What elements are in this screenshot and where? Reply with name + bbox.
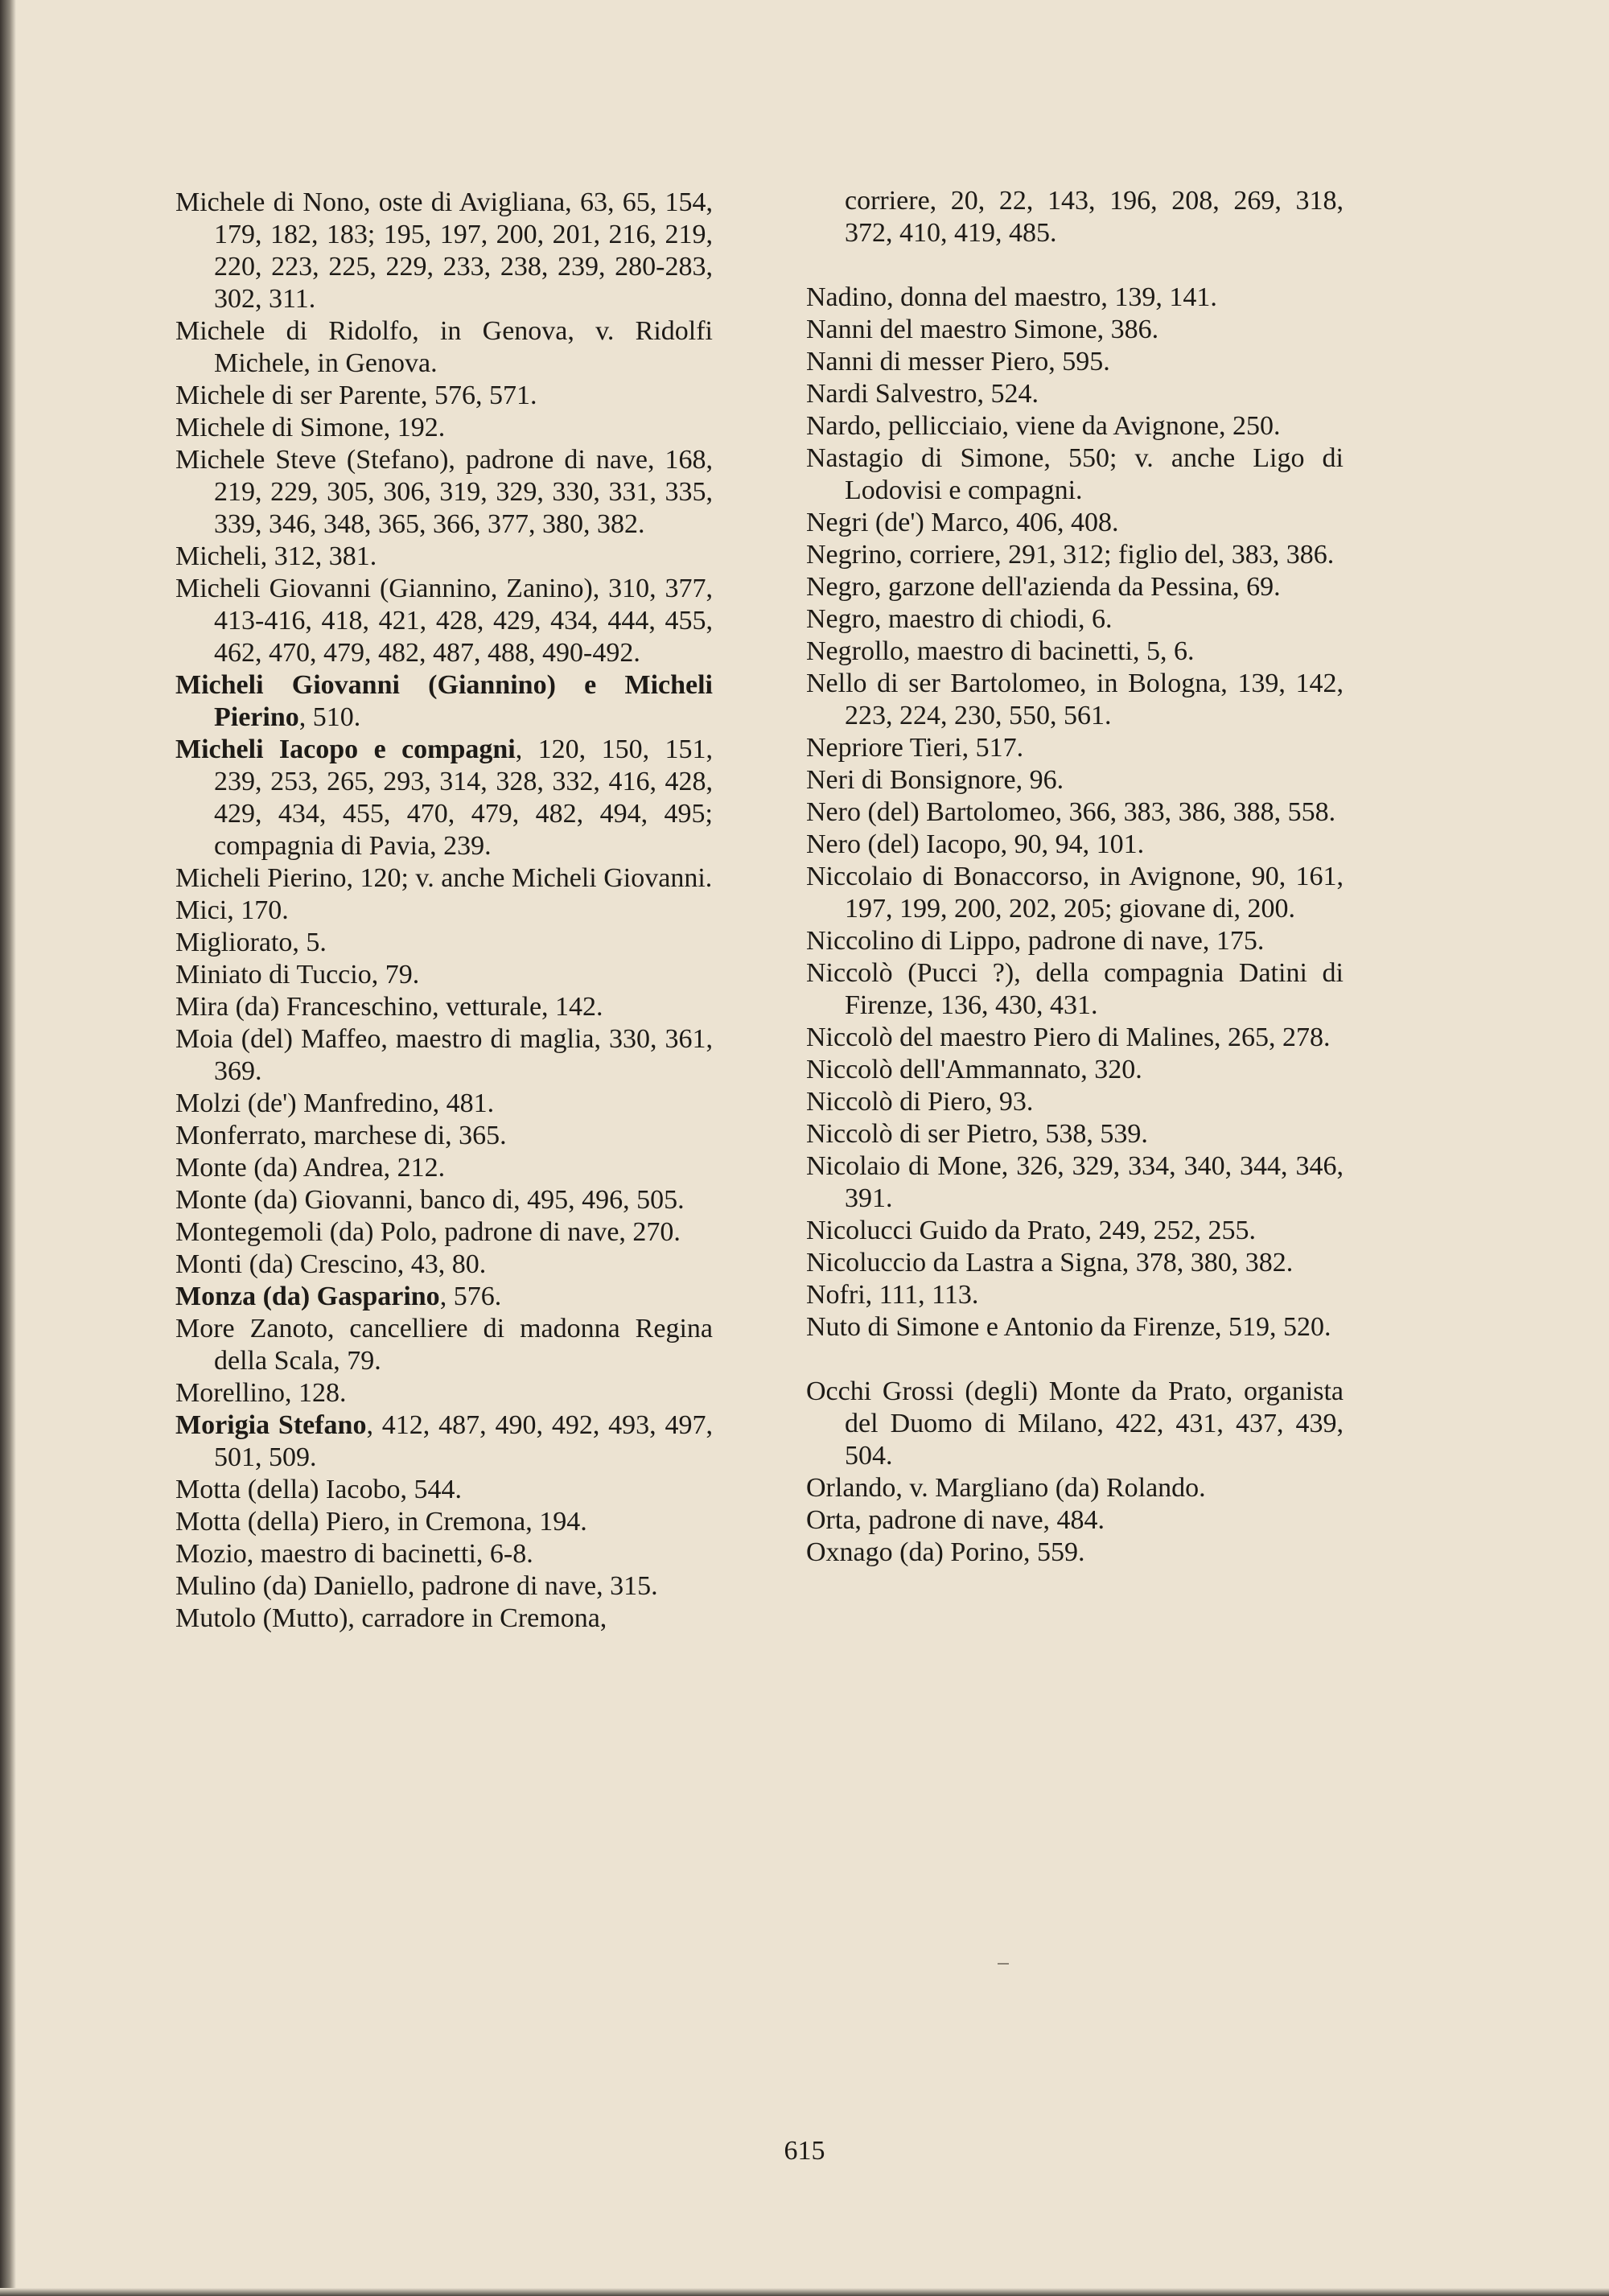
index-entry-text: Niccolò (Pucci ?), della compagnia Datini di Firenze, 136, 430, 431.: [806, 958, 1344, 1020]
index-entry: [806, 829, 1344, 861]
index-entry: [806, 1086, 1344, 1118]
index-entry-text: Nicoluccio da Lastra a Signa, 378, 380, 382.: [806, 1248, 1294, 1278]
index-entry: [175, 1216, 713, 1249]
index-entry: [175, 862, 713, 895]
index-entry: [175, 541, 713, 573]
index-entry: [806, 861, 1344, 925]
index-entry-text: Mozio, maestro di bacinetti, 6-8.: [175, 1539, 533, 1569]
index-entry-text: Nicolucci Guido da Prato, 249, 252, 255.: [806, 1216, 1257, 1245]
index-entry-text: Morellino, 128.: [175, 1378, 347, 1408]
index-entry: [806, 1376, 1344, 1472]
index-entry: [806, 1472, 1344, 1504]
index-entry-text: Niccolò dell'Ammannato, 320.: [806, 1055, 1142, 1084]
index-entry: [806, 732, 1344, 764]
index-entry-text: , 576.: [439, 1282, 502, 1311]
index-entry: [175, 380, 713, 412]
index-entry-text: Nastagio di Simone, 550; v. anche Ligo di Lodovisi e compagni.: [806, 443, 1344, 505]
index-entry-bold: Micheli Giovanni (Giannino) e Micheli Pierino: [175, 670, 713, 732]
index-entry-text: More Zanoto, cancelliere di madonna Regina della Scala, 79.: [175, 1314, 713, 1376]
index-entry-text: Molzi (de') Manfredino, 481.: [175, 1088, 495, 1118]
index-entry-text: , 510.: [298, 702, 361, 732]
index-entry-text: Michele di ser Parente, 576, 571.: [175, 381, 537, 410]
index-entry-text: , 412, 487, 490, 492, 493, 497, 501, 509.: [214, 1410, 713, 1472]
index-entry: [806, 442, 1344, 507]
index-entry: [175, 1570, 713, 1603]
index-entry-text: Monti (da) Crescino, 43, 80.: [175, 1249, 487, 1279]
index-entry-text: Negrino, corriere, 291, 312; figlio del, 383, 386.: [806, 540, 1335, 570]
index-entry: [175, 959, 713, 991]
index-entry: [806, 282, 1344, 314]
index-entry: [175, 1088, 713, 1120]
book-gutter-shadow: [0, 0, 16, 2296]
index-entry: [806, 539, 1344, 571]
index-entry: [806, 1279, 1344, 1311]
index-entry: [806, 603, 1344, 636]
index-entry-text: Michele di Nono, oste di Avigliana, 63, 65, 154, 179, 182, 183; 195, 197, 200, 201, 216, 219, 220, 223, 225, 229, 233, 238, 239, 280-283, 302, 311.: [175, 187, 713, 314]
index-entry-text: Moia (del) Maffeo, maestro di maglia, 330, 361, 369.: [175, 1024, 713, 1086]
index-entry-text: Niccolaio di Bonaccorso, in Avignone, 90, 161, 197, 199, 200, 202, 205; giovane di, 200.: [806, 862, 1344, 924]
index-entry-text: Michele di Ridolfo, in Genova, v. Ridolfi Michele, in Genova.: [175, 316, 713, 378]
index-entry-text: Nepriore Tieri, 517.: [806, 733, 1024, 763]
index-entry: [175, 1474, 713, 1506]
index-entry-text: Monferrato, marchese di, 365.: [175, 1121, 507, 1150]
index-entry-text: Nuto di Simone e Antonio da Firenze, 519, 520.: [806, 1312, 1331, 1342]
index-entry-text: Nardo, pellicciaio, viene da Avignone, 250.: [806, 411, 1281, 441]
index-entry: [175, 412, 713, 444]
index-entry-text: Niccolò del maestro Piero di Malines, 265, 278.: [806, 1023, 1331, 1052]
index-entry-text: Mutolo (Mutto), carradore in Cremona,: [175, 1603, 607, 1633]
index-entry: [175, 1506, 713, 1538]
index-entry-text: Nardi Salvestro, 524.: [806, 379, 1039, 409]
index-entry: [806, 636, 1344, 668]
index-entry: [175, 1023, 713, 1088]
index-entry: [806, 1054, 1344, 1086]
index-entry: [175, 1249, 713, 1281]
index-entry: [175, 1409, 713, 1474]
index-entry: [175, 991, 713, 1023]
index-entry: [175, 1152, 713, 1184]
index-entry-text: Negro, maestro di chiodi, 6.: [806, 604, 1113, 634]
index-entry: [175, 315, 713, 380]
index-entry: [806, 1311, 1344, 1343]
index-entry-text: Mira (da) Franceschino, vetturale, 142.: [175, 992, 603, 1022]
index-entry: [175, 895, 713, 927]
index-column-right: [806, 185, 1344, 1569]
index-entry: [806, 796, 1344, 829]
index-entry-text: Mulino (da) Daniello, padrone di nave, 315.: [175, 1571, 658, 1601]
index-entry: [806, 1118, 1344, 1150]
index-entry-text: Niccolò di ser Pietro, 538, 539.: [806, 1119, 1148, 1149]
index-entry-text: corriere, 20, 22, 143, 196, 208, 269, 318, 372, 410, 419, 485.: [845, 186, 1344, 248]
index-entry: [806, 410, 1344, 442]
index-entry-text: , 120, 150, 151, 239, 253, 265, 293, 314, 328, 332, 416, 428, 429, 434, 455, 470, 479, 482, 494, 495; compagnia di Pavia, 239.: [214, 734, 714, 861]
index-entry: [806, 378, 1344, 410]
index-entry: [175, 1313, 713, 1377]
index-entry: [175, 1281, 713, 1313]
index-entry-text: Nanni di messer Piero, 595.: [806, 347, 1110, 376]
index-entry: [806, 346, 1344, 378]
index-entry-text: Montegemoli (da) Polo, padrone di nave, 270.: [175, 1217, 681, 1247]
index-entry: [806, 1247, 1344, 1279]
index-entry-text: Nadino, donna del maestro, 139, 141.: [806, 282, 1217, 312]
index-entry: [806, 925, 1344, 957]
index-entry: [175, 1120, 713, 1152]
index-entry: [806, 507, 1344, 539]
index-entry: [806, 1537, 1344, 1569]
index-column-left: [175, 187, 713, 1635]
index-entry-text: Occhi Grossi (degli) Monte da Prato, organista del Duomo di Milano, 422, 431, 437, 439, 504.: [806, 1376, 1344, 1471]
decorative-dash: [998, 1963, 1009, 1965]
index-entry-text: Nero (del) Iacopo, 90, 94, 101.: [806, 829, 1145, 859]
index-entry-text: Motta (della) Piero, in Cremona, 194.: [175, 1507, 587, 1537]
index-entry-text: Michele Steve (Stefano), padrone di nave, 168, 219, 229, 305, 306, 319, 329, 330, 331, 335, 339, 346, 348, 365, 366, 377, 380, 382.: [175, 445, 713, 539]
index-entry-text: Monte (da) Giovanni, banco di, 495, 496, 505.: [175, 1185, 685, 1215]
index-entry: [806, 957, 1344, 1022]
index-entry: [806, 764, 1344, 796]
index-entry-text: Nero (del) Bartolomeo, 366, 383, 386, 388, 558.: [806, 797, 1336, 827]
index-entry-text: Neri di Bonsignore, 96.: [806, 765, 1064, 795]
index-entry: [175, 573, 713, 669]
index-entry: [806, 571, 1344, 603]
index-entry: [806, 1022, 1344, 1054]
index-entry-text: Nello di ser Bartolomeo, in Bologna, 139, 142, 223, 224, 230, 550, 561.: [806, 669, 1344, 730]
index-entry: [175, 669, 713, 734]
index-entry-text: Negri (de') Marco, 406, 408.: [806, 508, 1119, 537]
index-entry: [806, 185, 1344, 249]
index-entry-text: Orlando, v. Margliano (da) Rolando.: [806, 1473, 1206, 1503]
index-entry: [175, 444, 713, 541]
index-entry-text: Nofri, 111, 113.: [806, 1280, 979, 1310]
index-entry: [175, 734, 713, 862]
index-entry-text: Migliorato, 5.: [175, 928, 327, 957]
index-entry-text: Micheli, 312, 381.: [175, 541, 377, 571]
index-entry-text: Michele di Simone, 192.: [175, 413, 446, 442]
index-entry: [806, 314, 1344, 346]
index-entry-text: Niccolino di Lippo, padrone di nave, 175.: [806, 926, 1265, 956]
index-entry-text: Mici, 170.: [175, 895, 289, 925]
index-entry-text: Oxnago (da) Porino, 559.: [806, 1537, 1085, 1567]
index-entry: [806, 1215, 1344, 1247]
index-entry: [175, 187, 713, 315]
index-entry: [806, 1504, 1344, 1537]
index-entry-bold: Monza (da) Gasparino: [175, 1282, 440, 1311]
index-entry: [175, 1603, 713, 1635]
page-bottom-shadow: [0, 2288, 1609, 2296]
index-entry: [806, 1150, 1344, 1215]
index-entry-text: Miniato di Tuccio, 79.: [175, 960, 420, 990]
index-entry: [175, 927, 713, 959]
index-entry-text: Negro, garzone dell'azienda da Pessina, 69.: [806, 572, 1281, 602]
index-entry-text: Motta (della) Iacobo, 544.: [175, 1475, 462, 1504]
index-entry: [175, 1184, 713, 1216]
index-entry-text: Monte (da) Andrea, 212.: [175, 1153, 446, 1183]
index-entry-text: Niccolò di Piero, 93.: [806, 1087, 1034, 1117]
index-entry-text: Micheli Pierino, 120; v. anche Micheli Giovanni.: [175, 863, 713, 893]
index-entry-bold: Morigia Stefano: [175, 1410, 367, 1440]
index-entry: [806, 668, 1344, 732]
index-entry-text: Nicolaio di Mone, 326, 329, 334, 340, 344, 346, 391.: [806, 1151, 1344, 1213]
page-number: 615: [784, 2136, 825, 2166]
index-entry-text: Negrollo, maestro di bacinetti, 5, 6.: [806, 636, 1195, 666]
index-entry-text: Micheli Giovanni (Giannino, Zanino), 310, 377, 413-416, 418, 421, 428, 429, 434, 444, 455, 462, 470, 479, 482, 487, 488, 490-492.: [175, 574, 713, 668]
index-entry-bold: Micheli Iacopo e compagni: [175, 734, 516, 764]
index-entry: [175, 1377, 713, 1409]
index-entry-text: Orta, padrone di nave, 484.: [806, 1505, 1105, 1535]
index-entry: [175, 1538, 713, 1570]
index-entry-text: Nanni del maestro Simone, 386.: [806, 315, 1159, 344]
